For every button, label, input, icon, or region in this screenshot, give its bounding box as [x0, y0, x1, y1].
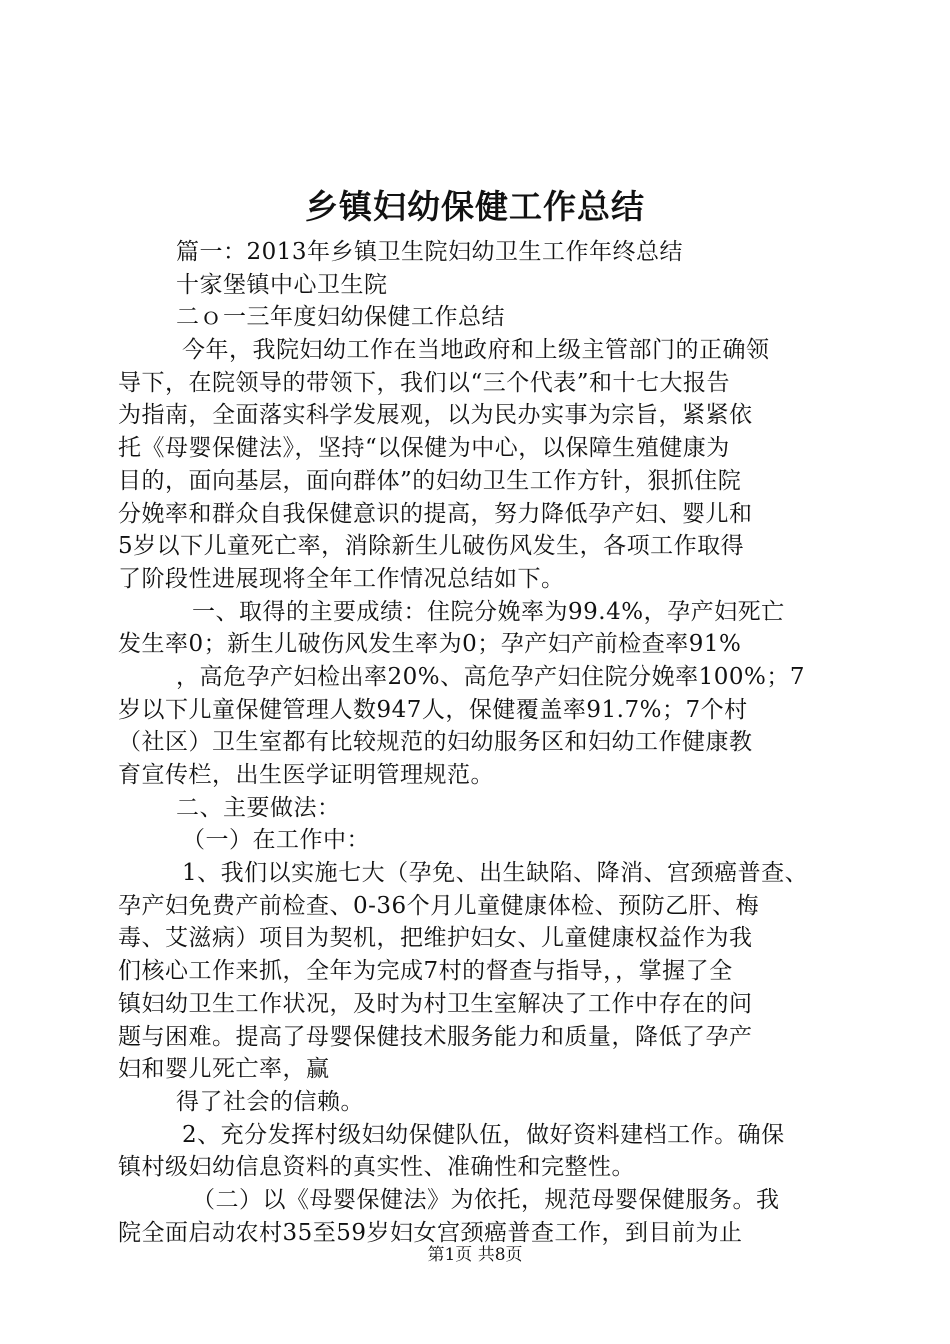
body-line: 十家堡镇中心卫生院 — [176, 271, 388, 298]
body-line: （一）在工作中： — [182, 827, 370, 854]
body-line: 发生率0；新生儿破伤风发生率为0；孕产妇产前检查率91% — [118, 631, 742, 658]
document-title: 乡镇妇幼保健工作总结 — [305, 187, 645, 226]
body-line: 院全面启动农村35至59岁妇女宫颈癌普查工作，到目前为止 — [118, 1219, 743, 1246]
document-body — [118, 236, 834, 1249]
body-line: 得了社会的信赖。 — [176, 1088, 364, 1115]
body-line: 导下，在院领导的带领下，我们以“三个代表”和十七大报告 — [118, 369, 731, 396]
body-line: 镇村级妇幼信息资料的真实性、准确性和完整性。 — [118, 1154, 635, 1181]
body-line: （社区）卫生室都有比较规范的妇幼服务区和妇幼工作健康教 — [118, 729, 753, 756]
page-footer: 第1页 共8页 — [427, 1245, 523, 1265]
body-line: 2、充分发挥村级妇幼保健队伍，做好资料建档工作。确保 — [182, 1121, 785, 1148]
body-line: 1、我们以实施七大（孕免、出生缺陷、降消、宫颈癌普查、 — [182, 860, 809, 887]
body-line: 妇和婴儿死亡率，赢 — [118, 1056, 330, 1083]
body-line: 一、取得的主要成绩：住院分娩率为99.4%，孕产妇死亡 — [192, 598, 785, 625]
body-line: 们核心工作来抓，全年为完成7村的督查与指导，，掌握了全 — [118, 958, 733, 985]
body-line: 了阶段性进展现将全年工作情况总结如下。 — [118, 565, 565, 592]
body-line: 题与困难。提高了母婴保健技术服务能力和质量，降低了孕产 — [118, 1023, 753, 1050]
body-line: 岁以下儿童保健管理人数947人，保健覆盖率91.7%；7个村 — [118, 696, 748, 723]
body-line: 托《母婴保健法》，坚持“以保健为中心，以保障生殖健康为 — [118, 435, 730, 462]
body-line: 5岁以下儿童死亡率，消除新生儿破伤风发生，各项工作取得 — [118, 533, 745, 560]
body-line: 二ｏ一三年度妇幼保健工作总结 — [176, 304, 505, 331]
body-line: 目的，面向基层，面向群体”的妇幼卫生工作方针，狠抓住院 — [118, 467, 742, 494]
body-line: 育宣传栏，出生医学证明管理规范。 — [118, 762, 494, 788]
body-line: ，高危孕产妇检出率20%、高危孕产妇住院分娩率100%；7 — [176, 663, 806, 690]
body-line: 镇妇幼卫生工作状况，及时为村卫生室解决了工作中存在的问 — [118, 990, 753, 1017]
body-line: 分娩率和群众自我保健意识的提高，努力降低孕产妇、婴儿和 — [118, 500, 753, 527]
body-line: 今年，我院妇幼工作在当地政府和上级主管部门的正确领 — [182, 337, 770, 364]
body-line: 二、主要做法： — [176, 794, 341, 821]
body-line: （二）以《母婴保健法》为依托，规范母婴保健服务。我 — [192, 1186, 780, 1213]
body-line: 孕产妇免费产前检查、0-36个月儿童健康体检、预防乙肝、梅 — [118, 892, 760, 919]
body-line: 为指南，全面落实科学发展观，以为民办实事为宗旨，紧紧依 — [118, 402, 753, 429]
body-line: 篇一：2013年乡镇卫生院妇幼卫生工作年终总结 — [176, 239, 684, 265]
body-line: 毒、艾滋病）项目为契机，把维护妇女、儿童健康权益作为我 — [118, 925, 753, 952]
